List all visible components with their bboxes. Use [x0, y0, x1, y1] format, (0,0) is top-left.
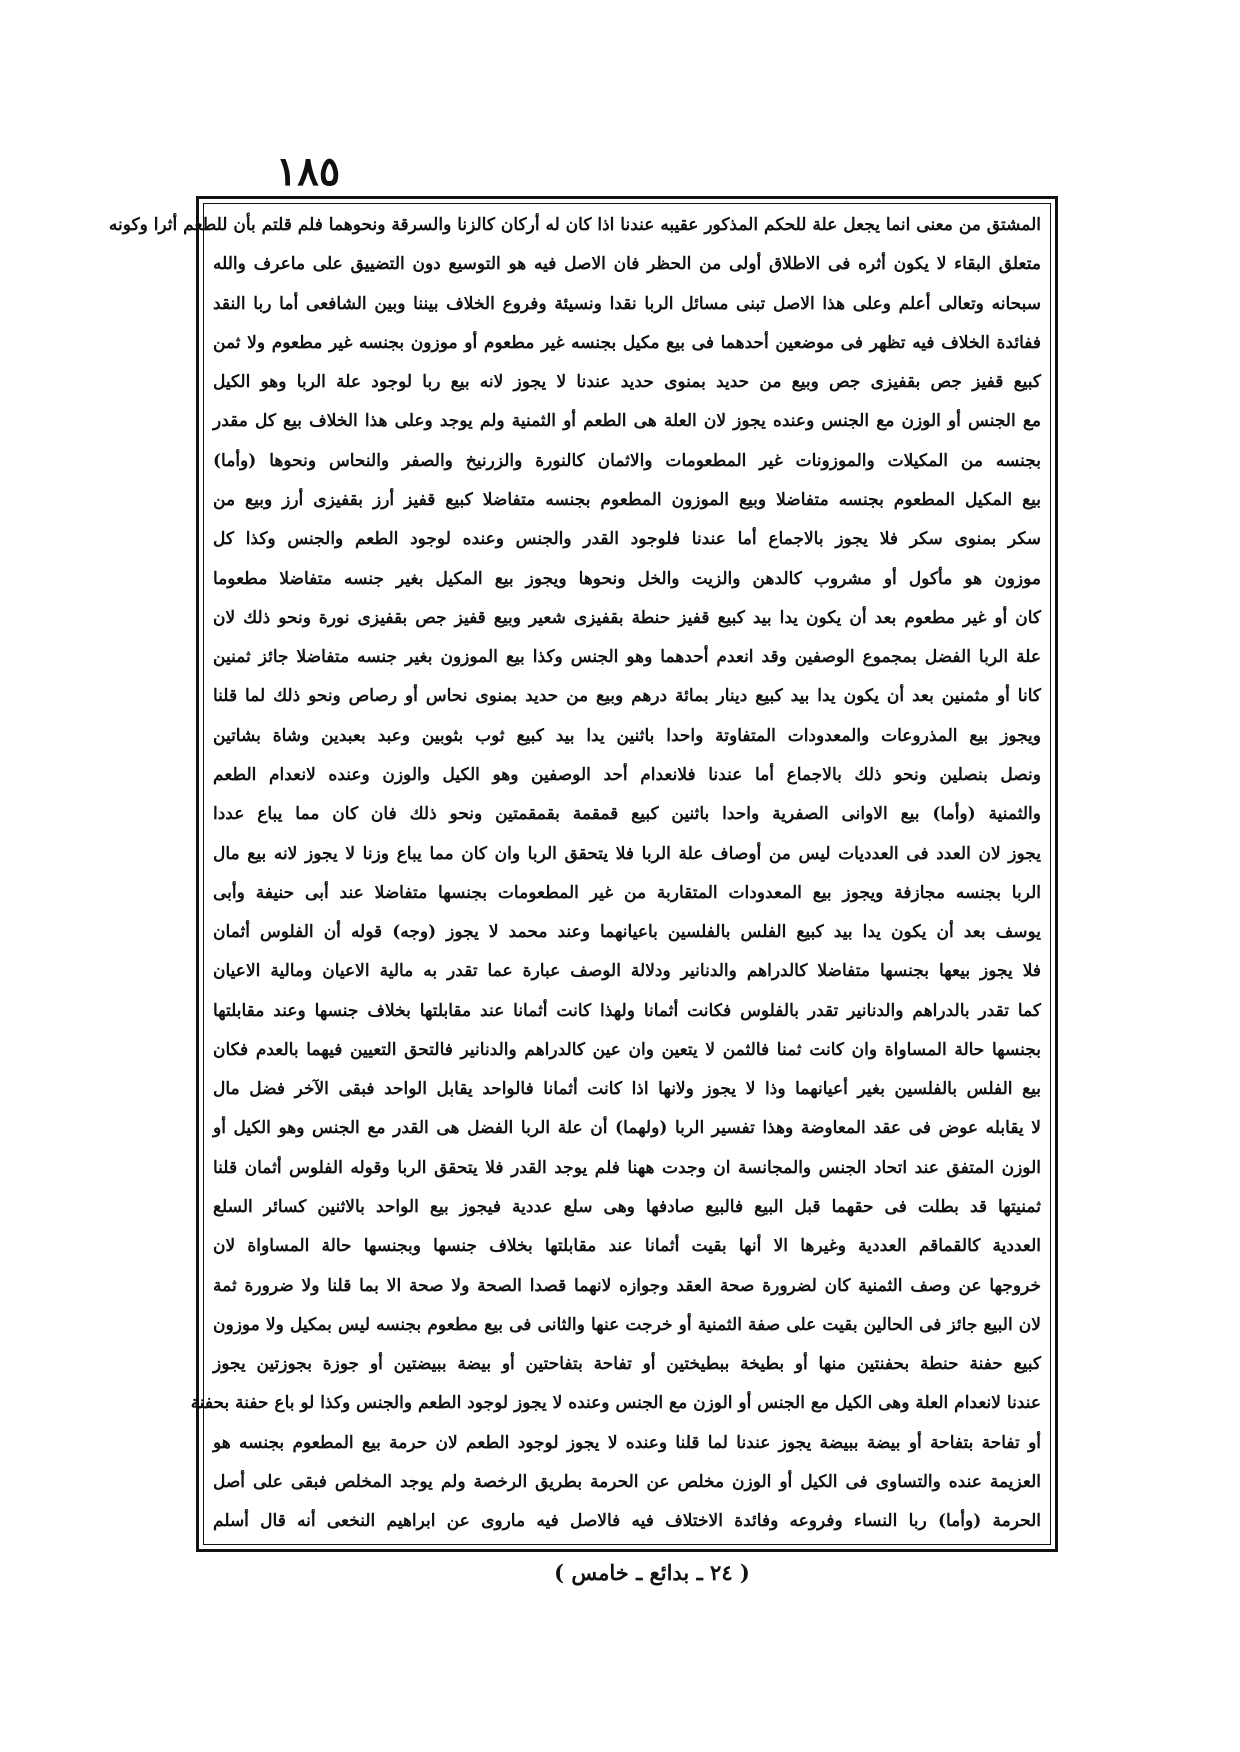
text-line: عندنا لانعدام العلة وهى الكيل مع الجنس أو الوزن مع الجنس وعنده لا يجوز لوجود الطعم والجنس وكذا لو باع حفنة بحفنة	[190, 1393, 1041, 1414]
text-line: علة الربا الفضل بمجموع الوصفين وقد انعدم أحدهما وهو الجنس وكذا بيع الموزون بغير جنسه متفاضلا جائز ثمنين	[213, 647, 1041, 668]
text-line: والثمنية (وأما) بيع الاوانى الصفرية واحدا باثنين كبيع قمقمة بقمقمتين ونحو ذلك فان كان مما يباع عددا	[213, 804, 1041, 825]
text-line: ففائدة الخلاف فيه تظهر فى موضعين أحدهما فى بيع مكيل بجنسه غير مطعوم أو موزون بجنسه غير مطعوم ولا ثمن	[213, 332, 1041, 353]
text-line: كانا أو مثمنين بعد أن يكون يدا بيد كبيع دينار بمائة درهم وبيع من حديد بمنوى نحاس أو رصاص ونحو ذلك لما قلنا	[213, 686, 1041, 707]
page-number: ١٨٥	[275, 148, 341, 195]
text-line: ويجوز بيع المذروعات والمعدودات المتفاوتة واحدا باثنين يدا بيد كبيع ثوب بثوبين وعبد بعبدين وشاة بشاتين	[213, 725, 1041, 746]
text-line: الوزن المتفق عند اتحاد الجنس والمجانسة ان وجدت ههنا فلم يوجد القدر فلا يتحقق الربا وقوله الفلوس أثمان قلنا	[213, 1157, 1041, 1178]
text-line: الربا بجنسه مجازفة ويجوز بيع المعدودات المتقاربة من غير المطعومات بجنسها متفاضلا عند أبى حنيفة وأبى	[213, 882, 1041, 903]
text-line: يجوز لان العدد فى العدديات ليس من أوصاف علة الربا فلا يتحقق الربا وان كان مما يباع وزنا لا يجوز لانه بيع مال	[213, 843, 1041, 864]
text-line: الحرمة (وأما) ربا النساء وفروعه وفائدة الاختلاف فيه فالاصل فيه ماروى عن ابراهيم النخعى أنه قال أسلم	[213, 1511, 1041, 1532]
text-line: يوسف بعد أن يكون يدا بيد كبيع الفلس بالفلسين باعيانهما وعند محمد لا يجوز (وجه) قوله أن الفلوس أثمان	[213, 922, 1041, 943]
text-line: سبحانه وتعالى أعلم وعلى هذا الاصل تبنى مسائل الربا نقدا ونسيئة وفروع الخلاف بيننا وبين الشافعى أما ربا النقد	[213, 293, 1041, 314]
text-line: لان البيع جائز فى الحالين بقيت على صفة الثمنية أو خرجت عنها والثانى فى بيع مطعوم بجنسه ليس بمكيل ولا موزون	[213, 1314, 1041, 1335]
text-line: موزون هو مأكول أو مشروب كالدهن والزيت والخل ونحوها ويجوز بيع المكيل بغير جنسه متفاضلا مطعوما	[213, 568, 1041, 589]
text-line: فلا يجوز بيعها بجنسها متفاضلا كالدراهم والدنانير ودلالة الوصف عبارة عما تقدر به مالية الاعيان ومالية الاعيان	[213, 961, 1041, 982]
footer-reference: ( ٢٤ ـ بدائع ـ خامس )	[554, 1560, 750, 1585]
text-line: العزيمة عنده والتساوى فى الكيل أو الوزن مخلص عن الحرمة بطريق الرخصة ولم يوجد المخلص فبقى على أصل	[213, 1472, 1041, 1492]
text-line: خروجها عن وصف الثمنية كان لضرورة صحة العقد وجوازه لانهما قصدا الصحة ولا صحة الا بما قلنا ولا ضرورة ثمة	[213, 1275, 1041, 1296]
text-line: أو تفاحة بتفاحة أو بيضة ببيضة يجوز عندنا لما قلنا وعنده لا يجوز لوجود الطعم لان حرمة بيع المطعوم بجنسه هو	[213, 1432, 1041, 1453]
text-body	[108, 207, 1041, 1541]
text-line: ثمنيتها قد بطلت فى حقهما قبل البيع فالبيع صادفها وهى سلع عددية فيجوز بيع الواحد بالاثنين كسائر السلع	[213, 1197, 1041, 1218]
text-line: متعلق البقاء لا يكون أثره فى الاطلاق أولى من الحظر فان الاصل فيه هو التوسيع دون التضييق على ماعرف والله	[213, 254, 1041, 275]
text-line: كبيع حفنة حنطة بحفنتين منها أو بطيخة ببطيختين أو تفاحة بتفاحتين أو بيضة ببيضتين أو جوزة بجوزتين يجوز	[213, 1354, 1041, 1375]
text-line: بجنسه من المكيلات والموزونات غير المطعومات والاثمان كالنورة والزرنيخ والصفر والنحاس ونحوها (وأما)	[213, 450, 1041, 471]
text-frame	[108, 196, 1058, 1552]
text-line: بيع المكيل المطعوم بجنسه متفاضلا وبيع الموزون المطعوم بجنسه متفاضلا كبيع قفيز أرز بقفيزى أرز وبيع من	[213, 489, 1041, 510]
text-line: كما تقدر بالدراهم والدنانير تقدر بالفلوس فكانت أثمانا ولهذا كانت أثمانا عند مقابلتها بخلاف جنسها وعند مقابلتها	[213, 1000, 1041, 1021]
text-line: سكر بمنوى سكر فلا يجوز بالاجماع أما عندنا فلوجود القدر والجنس وعنده لوجود الطعم والجنس وكذا كل	[213, 529, 1041, 550]
text-line: المشتق من معنى انما يجعل علة للحكم المذكور عقيبه عندنا اذا كان له أركان كالزنا والسرقة ونحوهما فلم قلتم بأن للطعم أثرا وكونه	[108, 215, 1041, 235]
text-line: بجنسها حالة المساواة وان كانت ثمنا فالثمن لا يتعين وان عين كالدراهم والدنانير فالتحق التعيين فيهما بالعدم فكان	[213, 1039, 1041, 1060]
text-line: كبيع قفيز جص بقفيزى جص وبيع من حديد بمنوى حديد عندنا لا يجوز لانه بيع ربا لوجود علة الربا وهو الكيل	[213, 372, 1041, 393]
text-line: كان أو غير مطعوم بعد أن يكون يدا بيد كبيع قفيز حنطة بقفيزى شعير وبيع قفيز جص بقفيزى نورة ونحو ذلك لان	[213, 607, 1041, 628]
text-line: ونصل بنصلين ونحو ذلك بالاجماع أما عندنا فلانعدام أحد الوصفين وهو الكيل والوزن وعنده لانعدام الطعم	[213, 764, 1041, 785]
text-line: بيع الفلس بالفلسين بغير أعيانهما وذا لا يجوز ولانها اذا كانت أثمانا فالواحد يقابل الواحد فبقى الآخر فضل مال	[213, 1079, 1041, 1100]
text-line: العددية كالقماقم العددية وغيرها الا أنها بقيت أثمانا عند مقابلتها بخلاف جنسها وبجنسها حالة المساواة لان	[213, 1236, 1041, 1257]
text-line: لا يقابله عوض فى عقد المعاوضة وهذا تفسير الربا (ولهما) أن علة الربا الفضل هى القدر مع الجنس وهو الكيل أو	[213, 1118, 1041, 1139]
text-line: مع الجنس أو الوزن مع الجنس وعنده يجوز لان العلة هى الطعم أو الثمنية ولم يوجد وعلى هذا الخلاف بيع كل مقدر	[213, 411, 1041, 432]
